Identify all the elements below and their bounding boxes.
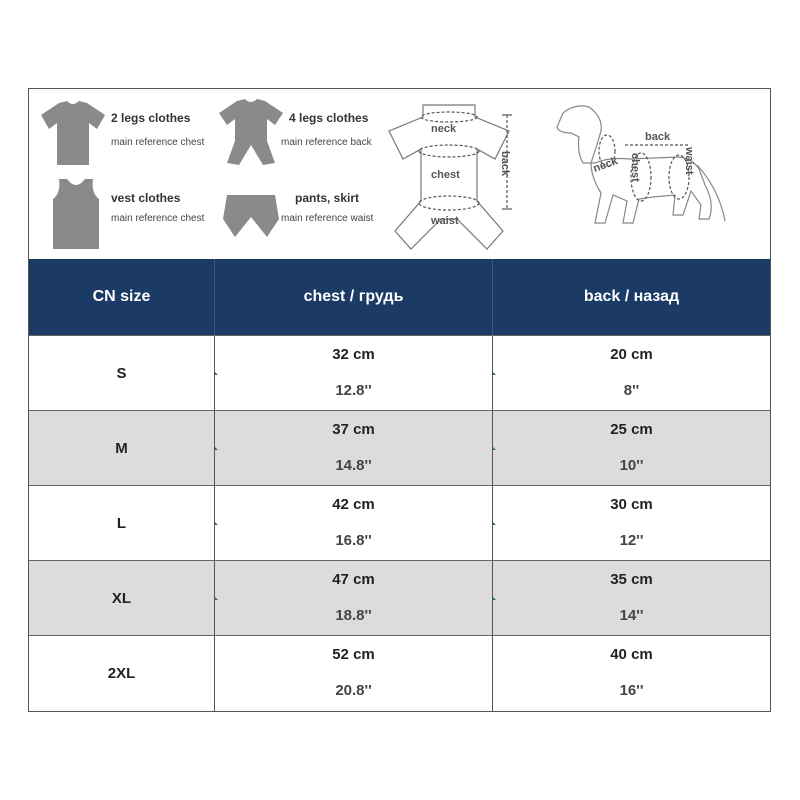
header-cn-size: CN size: [92, 288, 151, 305]
chest-inches: 18.8'': [335, 607, 372, 624]
back-cell: [493, 336, 770, 410]
chest-cell: [215, 486, 492, 560]
table-header: [29, 259, 770, 335]
back-cm: 40 cm: [610, 646, 653, 663]
size-cell: XL: [111, 589, 132, 607]
dog-measurement-diagram: [549, 93, 749, 255]
header-chest: chest / грудь: [303, 288, 404, 305]
reference-title: 2 legs clothes: [111, 111, 191, 125]
reference-subtitle: main reference chest: [111, 137, 205, 148]
back-cell: [493, 636, 770, 710]
reference-title: vest clothes: [111, 191, 181, 205]
size-cell: 2XL: [107, 664, 136, 682]
table-row: [29, 485, 770, 560]
chest-cm: 37 cm: [332, 421, 375, 438]
reference-item-4-legs: [217, 97, 387, 167]
back-cell: [493, 561, 770, 635]
garment-chest-label: chest: [431, 169, 460, 181]
garment-neck-label: neck: [431, 123, 457, 135]
table-row: [29, 635, 770, 710]
dog-chest-label: chest: [629, 153, 641, 182]
back-inches: 8'': [623, 382, 640, 399]
reference-subtitle: main reference back: [281, 137, 372, 148]
chest-inches: 20.8'': [335, 682, 372, 699]
back-cm: 20 cm: [610, 346, 653, 363]
back-cm: 30 cm: [610, 496, 653, 513]
chest-inches: 12.8'': [335, 382, 372, 399]
dog-back-label: back: [645, 131, 671, 143]
garment-back-label: back: [499, 151, 511, 177]
dog-outline-icon: [549, 93, 749, 255]
reference-item-2-legs: [39, 97, 219, 167]
chest-inches: 14.8'': [335, 457, 372, 474]
back-inches: 16'': [619, 682, 644, 699]
size-cell: S: [116, 364, 127, 382]
chest-cm: 42 cm: [332, 496, 375, 513]
table-row: [29, 560, 770, 635]
chest-inches: 16.8'': [335, 532, 372, 549]
garment-measurement-diagram: [385, 93, 525, 255]
size-chart: [28, 88, 771, 712]
table-row: [29, 410, 770, 485]
reference-title: 4 legs clothes: [289, 111, 369, 125]
size-cell: M: [115, 439, 128, 457]
table-row: [29, 335, 770, 410]
chest-cm: 32 cm: [332, 346, 375, 363]
reference-item-vest: [39, 177, 219, 253]
back-cell: [493, 486, 770, 560]
chest-cell: [215, 561, 492, 635]
back-inches: 14'': [619, 607, 644, 624]
back-cm: 25 cm: [610, 421, 653, 438]
dog-waist-label: waist: [683, 147, 695, 175]
tshirt-icon: [39, 99, 107, 167]
vest-icon: [51, 177, 101, 251]
jumpsuit-icon: [217, 97, 285, 167]
chest-cell: [215, 636, 492, 710]
back-inches: 12'': [619, 532, 644, 549]
dog-neck-label: neck: [591, 155, 620, 175]
back-cell: [493, 411, 770, 485]
back-cm: 35 cm: [610, 571, 653, 588]
chest-cell: [215, 411, 492, 485]
reference-subtitle: main reference waist: [281, 213, 374, 224]
chest-cm: 47 cm: [332, 571, 375, 588]
reference-title: pants, skirt: [295, 191, 360, 205]
chest-cm: 52 cm: [332, 646, 375, 663]
reference-banner: [29, 89, 770, 259]
reference-item-pants: [217, 185, 387, 245]
chest-cell: [215, 336, 492, 410]
pants-icon: [221, 189, 281, 239]
garment-waist-label: waist: [431, 215, 459, 227]
size-cell: L: [116, 514, 127, 532]
header-back: back / назад: [583, 288, 680, 305]
reference-subtitle: main reference chest: [111, 213, 205, 224]
back-inches: 10'': [619, 457, 644, 474]
